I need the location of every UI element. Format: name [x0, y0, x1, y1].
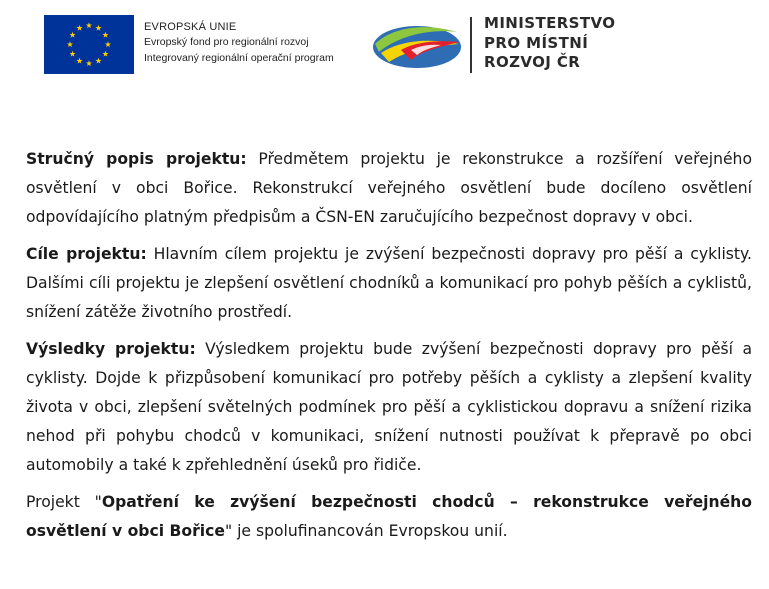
section-cile-text: Hlavním cílem projektu je zvýšení bezpečnosti dopravy pro pěší a cyklisty. Dalšími cíli projektu je zlepšení osvětlení chodníků a komunikací pro pohyb pěších a cyklistů, snížení zátěže životního prostředí. — [26, 245, 752, 321]
eu-program-name: Integrovaný regionální operační program — [144, 52, 334, 64]
section-closing — [26, 488, 752, 546]
section-cile — [26, 240, 752, 327]
section-vysledky-text: Výsledkem projektu bude zvýšení bezpečnosti dopravy pro pěší a cyklisty. Dojde k přizpůsobení komunikací pro potřeby pěších a cyklisty a zlepšení kvality života v obci, zlepšení světelných podmínek pro pěší a cyklistickou dopravu a snížení rizika nehod při pohybu chodců v komunikaci, snížení nutnosti používat k přepravě po obci automobily a také k zpřehlednění úseků pro řidiče. — [26, 340, 752, 474]
eu-title: EVROPSKÁ UNIE — [144, 21, 237, 33]
section-popis-text: Předmětem projektu je rekonstrukce a rozšíření veřejného osvětlení v obci Bořice. Rekonstrukcí veřejného osvětlení bude docíleno osvětlení odpovídajícího platným předpisům a ČSN-EN zaručujícího bezpečnost dopravy v obci. — [26, 150, 752, 226]
section-vysledky-label: Výsledky projektu: — [26, 340, 196, 358]
project-description — [26, 145, 752, 554]
logo-divider — [470, 17, 472, 73]
mmr-line-1: MINISTERSTVO — [484, 14, 616, 32]
eu-star-icon — [76, 25, 82, 31]
eu-star-icon — [105, 41, 111, 47]
closing-suffix: " je spolufinancován Evropskou unií. — [224, 522, 508, 540]
section-popis — [26, 145, 752, 232]
eu-logo-text — [144, 21, 334, 66]
mmr-emblem-icon — [371, 20, 463, 70]
eu-flag-logo — [44, 15, 134, 74]
eu-fund-name: Evropský fond pro regionální rozvoj — [144, 36, 309, 48]
eu-star-icon — [86, 60, 92, 66]
eu-star-icon — [95, 58, 101, 64]
eu-star-icon — [70, 51, 76, 57]
eu-star-icon — [86, 22, 92, 28]
eu-star-icon — [102, 32, 108, 38]
closing-prefix: Projekt " — [26, 493, 102, 511]
section-vysledky — [26, 335, 752, 480]
section-cile-label: Cíle projektu: — [26, 245, 147, 263]
project-name: Opatření ke zvýšení bezpečnosti chodců – rekonstrukce veřejného osvětlení v obci Bořice — [26, 493, 752, 540]
eu-star-icon — [95, 25, 101, 31]
mmr-line-3: ROZVOJ ČR — [484, 53, 581, 71]
mmr-line-2: PRO MÍSTNÍ — [484, 33, 589, 52]
eu-star-icon — [76, 58, 82, 64]
section-popis-label: Stručný popis projektu: — [26, 150, 247, 168]
eu-star-icon — [102, 51, 108, 57]
eu-star-icon — [67, 41, 73, 47]
mmr-logo-text — [484, 14, 615, 73]
eu-star-icon — [70, 32, 76, 38]
